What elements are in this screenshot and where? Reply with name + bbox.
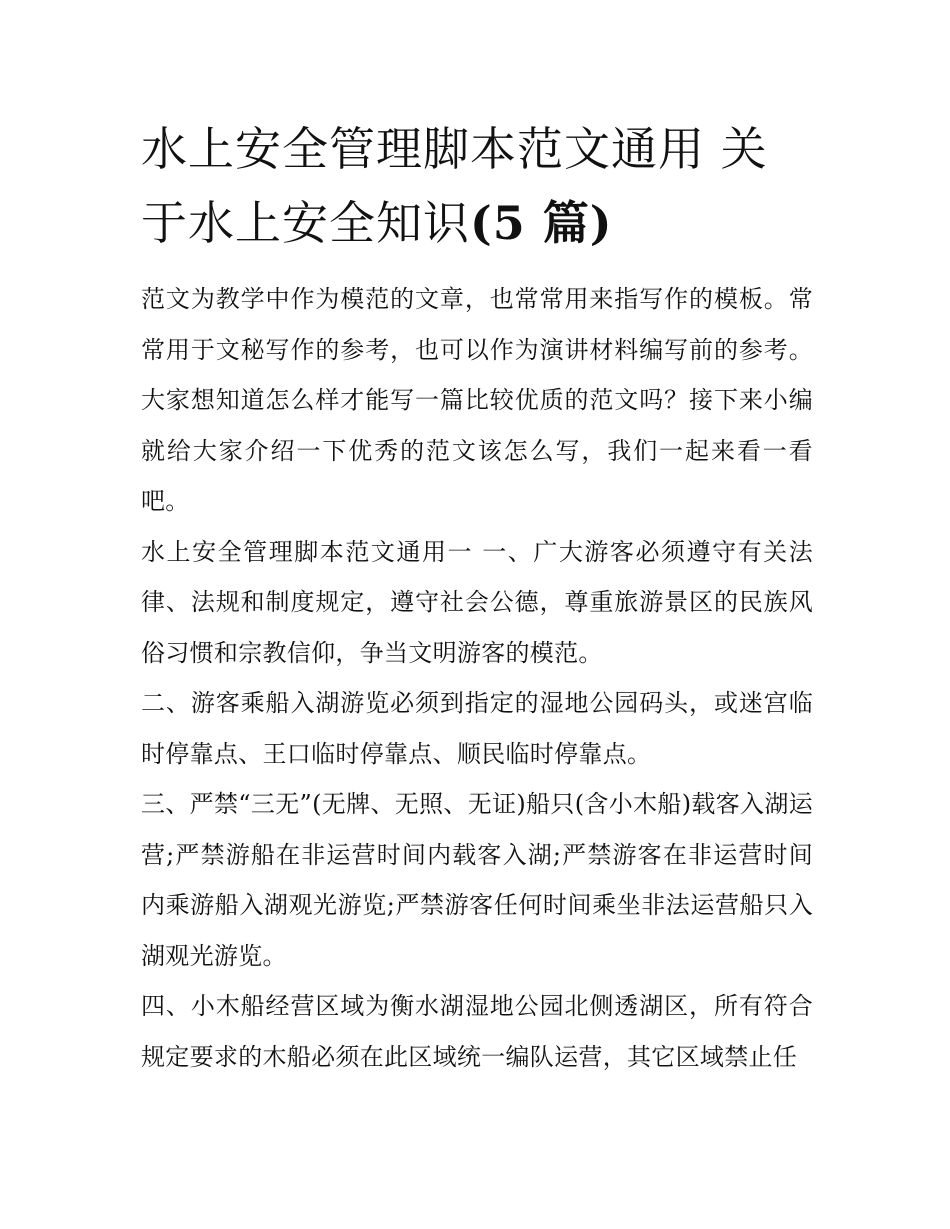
rule-paragraph-3: 三、严禁“三无”(无牌、无照、无证)船只(含小木船)载客入湖运营;严禁游船在非运营时间内载客入湖;严禁游客在非运营时间内乘游船入湖观光游览;严禁游客任何时间乘坐非法运营船只入湖观光游览。 [141, 790, 813, 970]
document-page [141, 112, 813, 1082]
title-main-text: 水上安全管理脚本范文通用 关于水上安全知识 [141, 122, 768, 250]
document-title [141, 112, 813, 260]
rule-paragraph-1: 水上安全管理脚本范文通用一 一、广大游客必须遵守有关法律、法规和制度规定，遵守社会公德，尊重旅游景区的民族风俗习惯和宗教信仰，争当文明游客的模范。 [141, 537, 813, 667]
rule-paragraph-4: 四、小木船经营区域为衡水湖湿地公园北侧透湖区，所有符合规定要求的木船必须在此区域统一编队运营，其它区域禁止任 [141, 992, 813, 1071]
document-body [141, 274, 813, 1082]
title-count-text: (5 篇) [470, 196, 613, 250]
rule-paragraph-2: 二、游客乘船入湖游览必须到指定的湿地公园码头，或迷宫临时停靠点、王口临时停靠点、顺民临时停靠点。 [141, 689, 813, 768]
intro-paragraph: 范文为教学中作为模范的文章，也常常用来指写作的模板。常常用于文秘写作的参考，也可以作为演讲材料编写前的参考。大家想知道怎么样才能写一篇比较优质的范文吗？接下来小编就给大家介绍一下优秀的范文该怎么写，我们一起来看一看吧。 [141, 285, 813, 515]
